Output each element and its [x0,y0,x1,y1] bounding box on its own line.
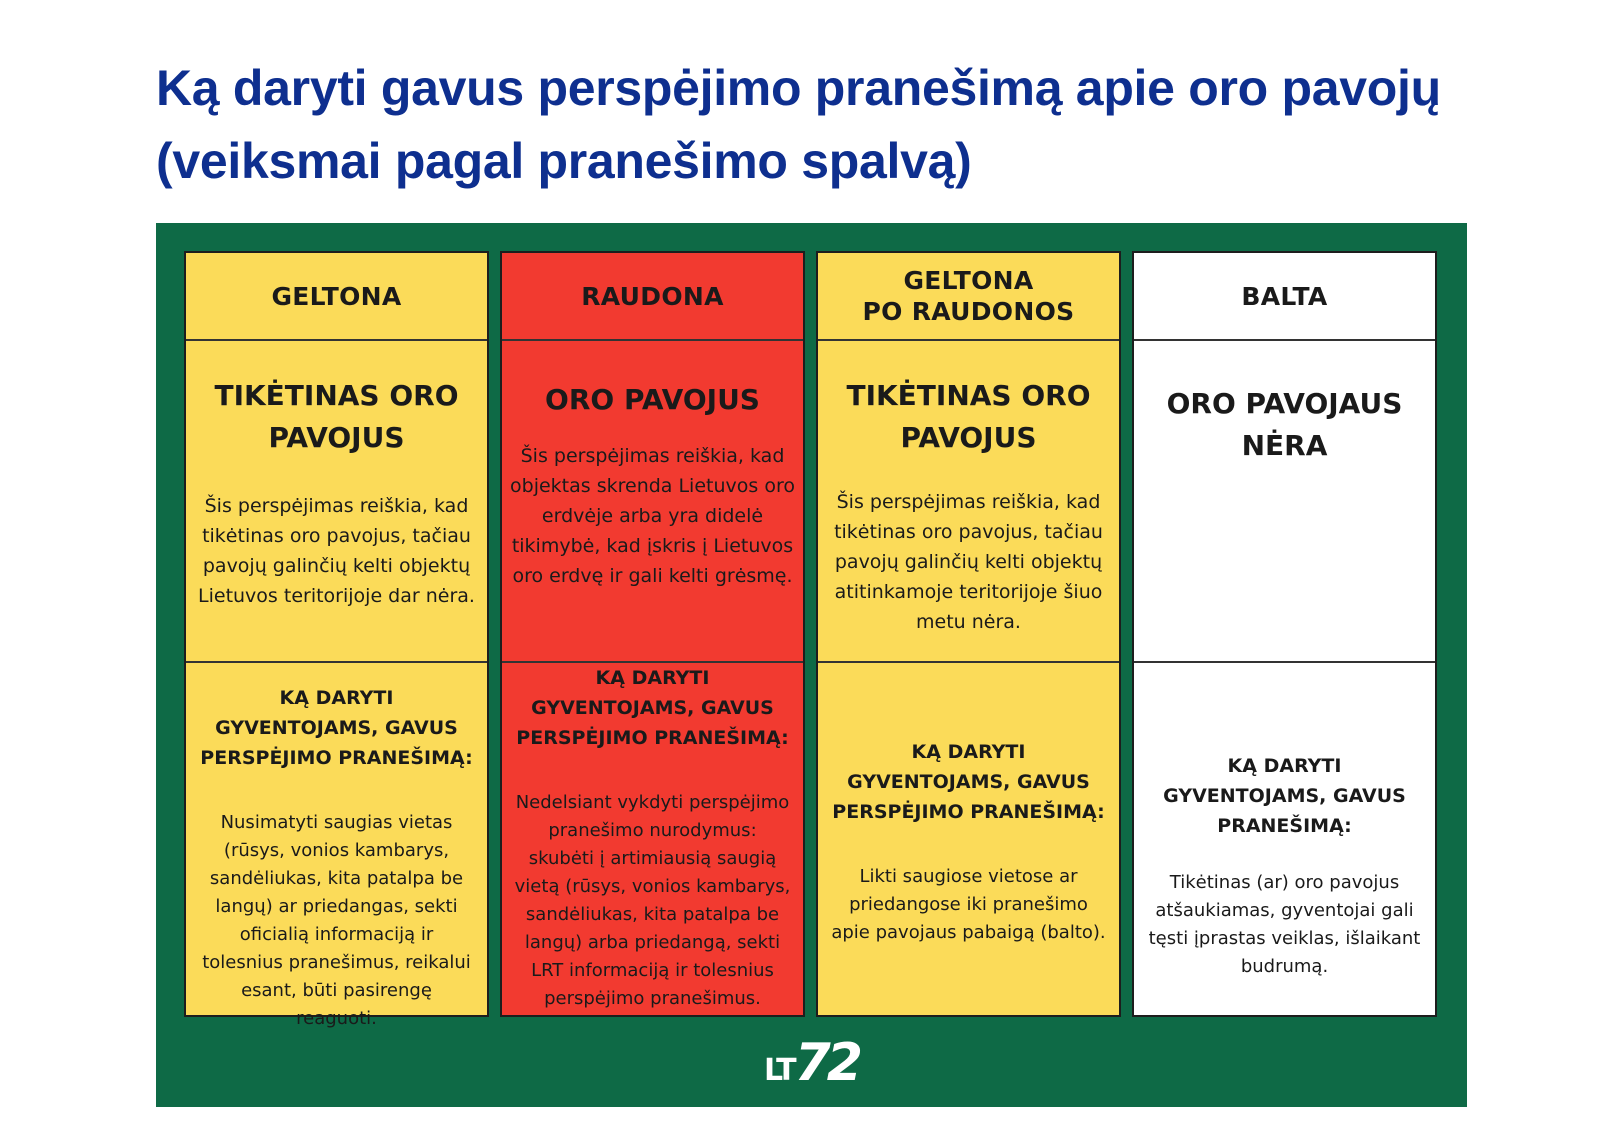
level-description: Šis perspėjimas reiškia, kad objektas skrenda Lietuvos oro erdvėje arba yra didelė tikimybė, kad įskris į Lietuvos oro erdvę ir gali kelti grėsmę. [510,445,795,587]
action-cell [1134,663,1435,1015]
level-title: ORO PAVOJUS [545,383,760,416]
page-title: Ką daryti gavus perspėjimo pranešimą apie oro pavojų (veiksmai pagal pranešimo spalvą) [156,60,1441,189]
action-title: KĄ DARYTI GYVENTOJAMS, GAVUS PERSPĖJIMO PRANEŠIMĄ: [516,667,789,749]
column-geltona-po-raudonos [816,251,1121,1017]
level-cell [1134,341,1435,663]
column-header-label: GELTONA [271,281,402,311]
level-cell [818,341,1119,663]
column-raudona [500,251,805,1017]
action-text: Likti saugiose vietose ar priedangose iki pranešimo apie pavojaus pabaigą (balto). [831,866,1106,943]
level-title: ORO PAVOJAUS NĖRA [1166,387,1403,462]
action-title: KĄ DARYTI GYVENTOJAMS, GAVUS PERSPĖJIMO PRANEŠIMĄ: [200,687,473,769]
level-title: TIKĖTINAS ORO PAVOJUS [214,379,459,454]
column-header [818,253,1119,341]
lt72-logo [156,1033,1467,1093]
level-description: Šis perspėjimas reiškia, kad tikėtinas oro pavojus, tačiau pavojų galinčių kelti objektų Lietuvos teritorijoje dar nėra. [198,495,475,607]
action-title: KĄ DARYTI GYVENTOJAMS, GAVUS PERSPĖJIMO PRANEŠIMĄ: [832,741,1105,823]
action-title: KĄ DARYTI GYVENTOJAMS, GAVUS PRANEŠIMĄ: [1163,755,1406,837]
column-header-label: BALTA [1241,281,1328,311]
column-geltona [184,251,489,1029]
level-title: TIKĖTINAS ORO PAVOJUS [846,379,1091,454]
level-cell [502,341,803,663]
action-text: Tikėtinas (ar) oro pavojus atšaukiamas, gyventojai gali tęsti įprastas veiklas, išlaikant budrumą. [1148,872,1421,977]
column-balta [1132,251,1437,1017]
action-cell [502,663,803,1015]
action-cell [186,663,487,1029]
action-text: Nedelsiant vykdyti perspėjimo pranešimo nurodymus: skubėti į artimiausią saugią vietą (rūsys, vonios kambarys, sandėliukas, kita patalpa be langų) arba priedangą, sekti LRT informaciją ir tolesnius perspėjimo pranešimus. [514,792,791,1009]
column-header-label: GELTONA PO RAUDONOS [862,266,1075,326]
logo-prefix: LT [764,1053,795,1088]
column-header [502,253,803,341]
action-text: Nusimatyti saugias vietas (rūsys, vonios kambarys, sandėliukas, kita patalpa be langų) ar priedangas, sekti oficialią informaciją ir tolesnius pranešimus, reikalui esant, būti pasirengę reaguoti. [202,812,471,1029]
level-description: Šis perspėjimas reiškia, kad tikėtinas oro pavojus, tačiau pavojų galinčių kelti objektų atitinkamoje teritorijoje šiuo metu nėra. [834,491,1103,633]
column-header-label: RAUDONA [581,281,724,311]
column-header [1134,253,1435,341]
logo-number: 72 [794,1033,859,1093]
column-header [186,253,487,341]
level-cell [186,341,487,663]
alert-levels-panel [156,223,1467,1107]
action-cell [818,663,1119,1015]
